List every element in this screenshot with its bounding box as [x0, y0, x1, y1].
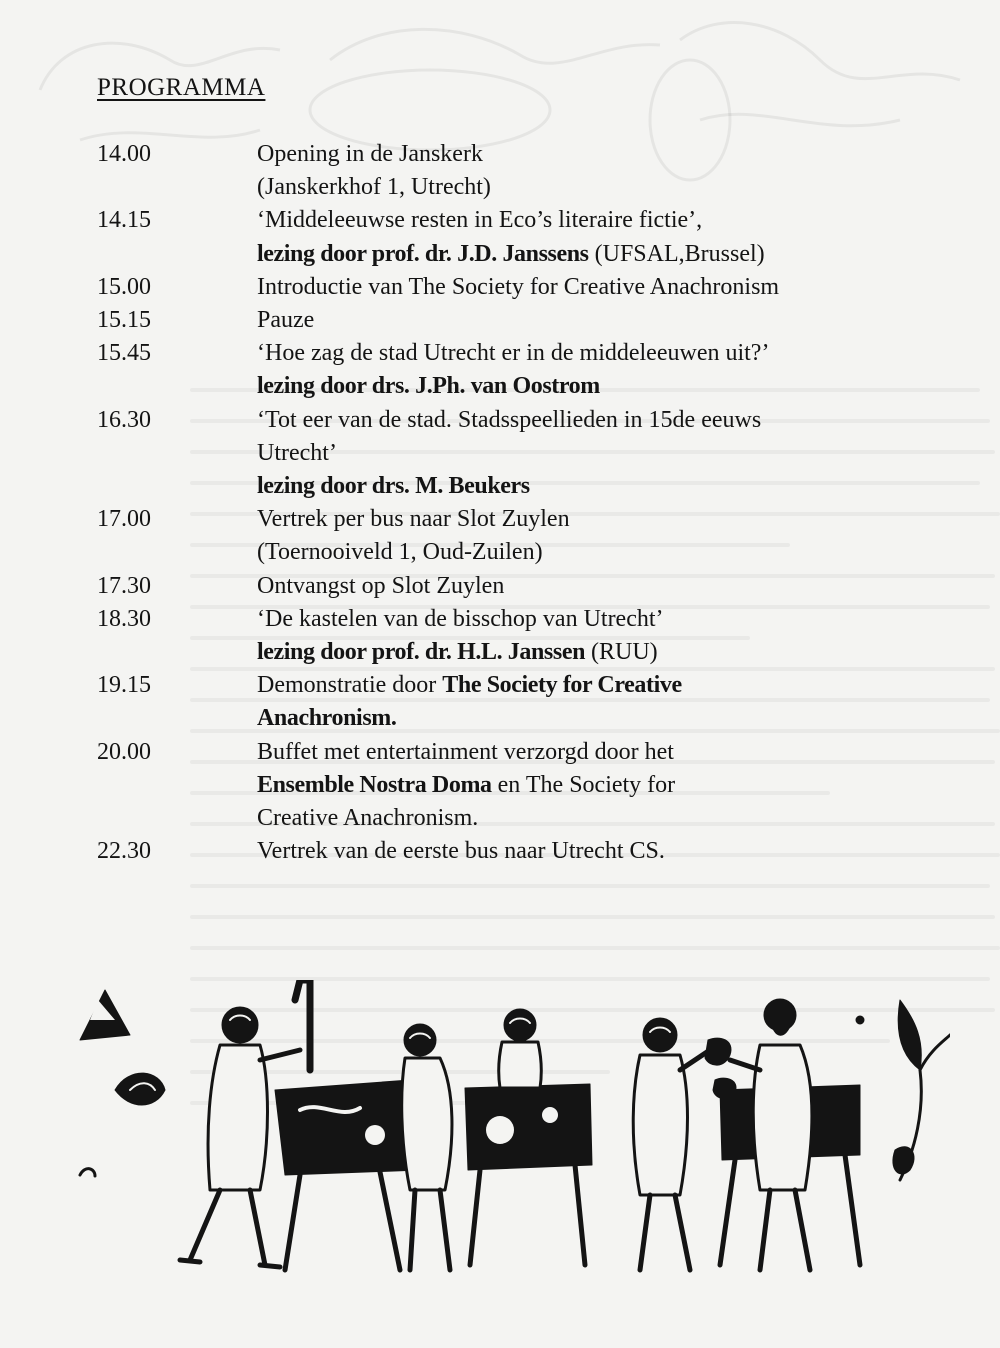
schedule-row [97, 404, 897, 504]
schedule-time: 14.00 [97, 141, 151, 167]
description-text: en The Society for [491, 771, 676, 798]
description-line [257, 570, 897, 603]
description-line [257, 669, 897, 702]
schedule-row [97, 603, 897, 669]
schedule-row [97, 736, 897, 836]
description-line [257, 138, 897, 171]
speaker-text: lezing door drs. J.Ph. van Oostrom [257, 373, 600, 400]
description-text: (Janskerkhof 1, Utrecht) [257, 174, 491, 201]
speaker-text: lezing door prof. dr. H.L. Janssen [257, 639, 586, 666]
schedule-row [97, 835, 897, 868]
description-text: Introductie van The Society for Creative Anachronism [257, 273, 780, 300]
description-text: Vertrek per bus naar Slot Zuylen [257, 506, 570, 533]
description-line [257, 769, 897, 802]
schedule-description [257, 503, 897, 569]
description-line [257, 204, 897, 237]
schedule-row [97, 570, 897, 603]
schedule-description [257, 304, 897, 337]
schedule-time: 15.15 [97, 307, 151, 334]
speaker-text: Ensemble Nostra Doma [257, 771, 492, 798]
schedule-description [257, 603, 897, 669]
description-text: Utrecht’ [257, 439, 337, 466]
description-text: ‘Tot eer van de stad. Stadsspeellieden in 15de eeuws [257, 406, 762, 433]
description-line [257, 238, 897, 271]
description-line [257, 802, 897, 835]
description-line [257, 271, 897, 304]
description-line [257, 636, 897, 669]
description-line [257, 470, 897, 503]
schedule-description [257, 138, 897, 204]
description-line [257, 536, 897, 569]
speaker-text: lezing door drs. M. Beukers [257, 473, 530, 500]
schedule-description [257, 669, 897, 735]
page-title: PROGRAMMA [97, 74, 266, 101]
description-line [257, 437, 897, 470]
description-text: Ontvangst op Slot Zuylen [257, 572, 505, 599]
schedule-time: 19.15 [97, 672, 151, 699]
description-line [257, 603, 897, 636]
program-schedule [97, 138, 897, 868]
description-text: Buffet met entertainment verzorgd door het [257, 738, 674, 765]
schedule-description [257, 736, 897, 836]
description-text: Opening in de Janskerk [257, 141, 483, 167]
description-line [257, 171, 897, 204]
schedule-row [97, 304, 897, 337]
description-line [257, 404, 897, 437]
description-text: ‘Middeleeuwse resten in Eco’s literaire fictie’, [257, 207, 703, 234]
schedule-row [97, 204, 897, 270]
description-text: (UFSAL,Brussel) [588, 240, 765, 267]
schedule-time: 17.30 [97, 572, 151, 599]
schedule-row [97, 138, 897, 204]
schedule-description [257, 337, 897, 403]
description-line [257, 835, 897, 868]
schedule-row [97, 337, 897, 403]
schedule-time: 20.00 [97, 738, 151, 765]
schedule-time: 22.30 [97, 838, 151, 865]
schedule-description [257, 570, 897, 603]
description-text: Vertrek van de eerste bus naar Utrecht CS. [257, 838, 665, 865]
schedule-time: 17.00 [97, 506, 151, 533]
description-line [257, 736, 897, 769]
description-text: (RUU) [585, 639, 658, 666]
description-text: (Toernooiveld 1, Oud-Zuilen) [257, 539, 543, 566]
schedule-description [257, 204, 897, 270]
schedule-time: 14.15 [97, 207, 151, 234]
schedule-time: 15.45 [97, 340, 151, 367]
description-line [257, 304, 897, 337]
schedule-row [97, 669, 897, 735]
schedule-description [257, 271, 897, 304]
description-text: Pauze [257, 307, 315, 334]
description-text: ‘De kastelen van de bisschop van Utrecht’ [257, 605, 664, 632]
schedule-time: 16.30 [97, 406, 151, 433]
description-line [257, 337, 897, 370]
medieval-banquet-woodcut-icon [70, 980, 950, 1280]
schedule-description [257, 404, 897, 504]
description-line [257, 370, 897, 403]
speaker-text: Anachronism. [257, 705, 397, 732]
description-line [257, 503, 897, 536]
description-line [257, 702, 897, 735]
schedule-row [97, 503, 897, 569]
description-text: Creative Anachronism. [257, 805, 479, 832]
schedule-description [257, 835, 897, 868]
speaker-text: The Society for Creative [442, 672, 682, 699]
description-text: ‘Hoe zag de stad Utrecht er in de middeleeuwen uit?’ [257, 340, 770, 367]
speaker-text: lezing door prof. dr. J.D. Janssens [257, 240, 589, 267]
schedule-time: 15.00 [97, 273, 151, 300]
schedule-time: 18.30 [97, 605, 151, 632]
description-text: Demonstratie door [257, 672, 443, 699]
schedule-row [97, 271, 897, 304]
